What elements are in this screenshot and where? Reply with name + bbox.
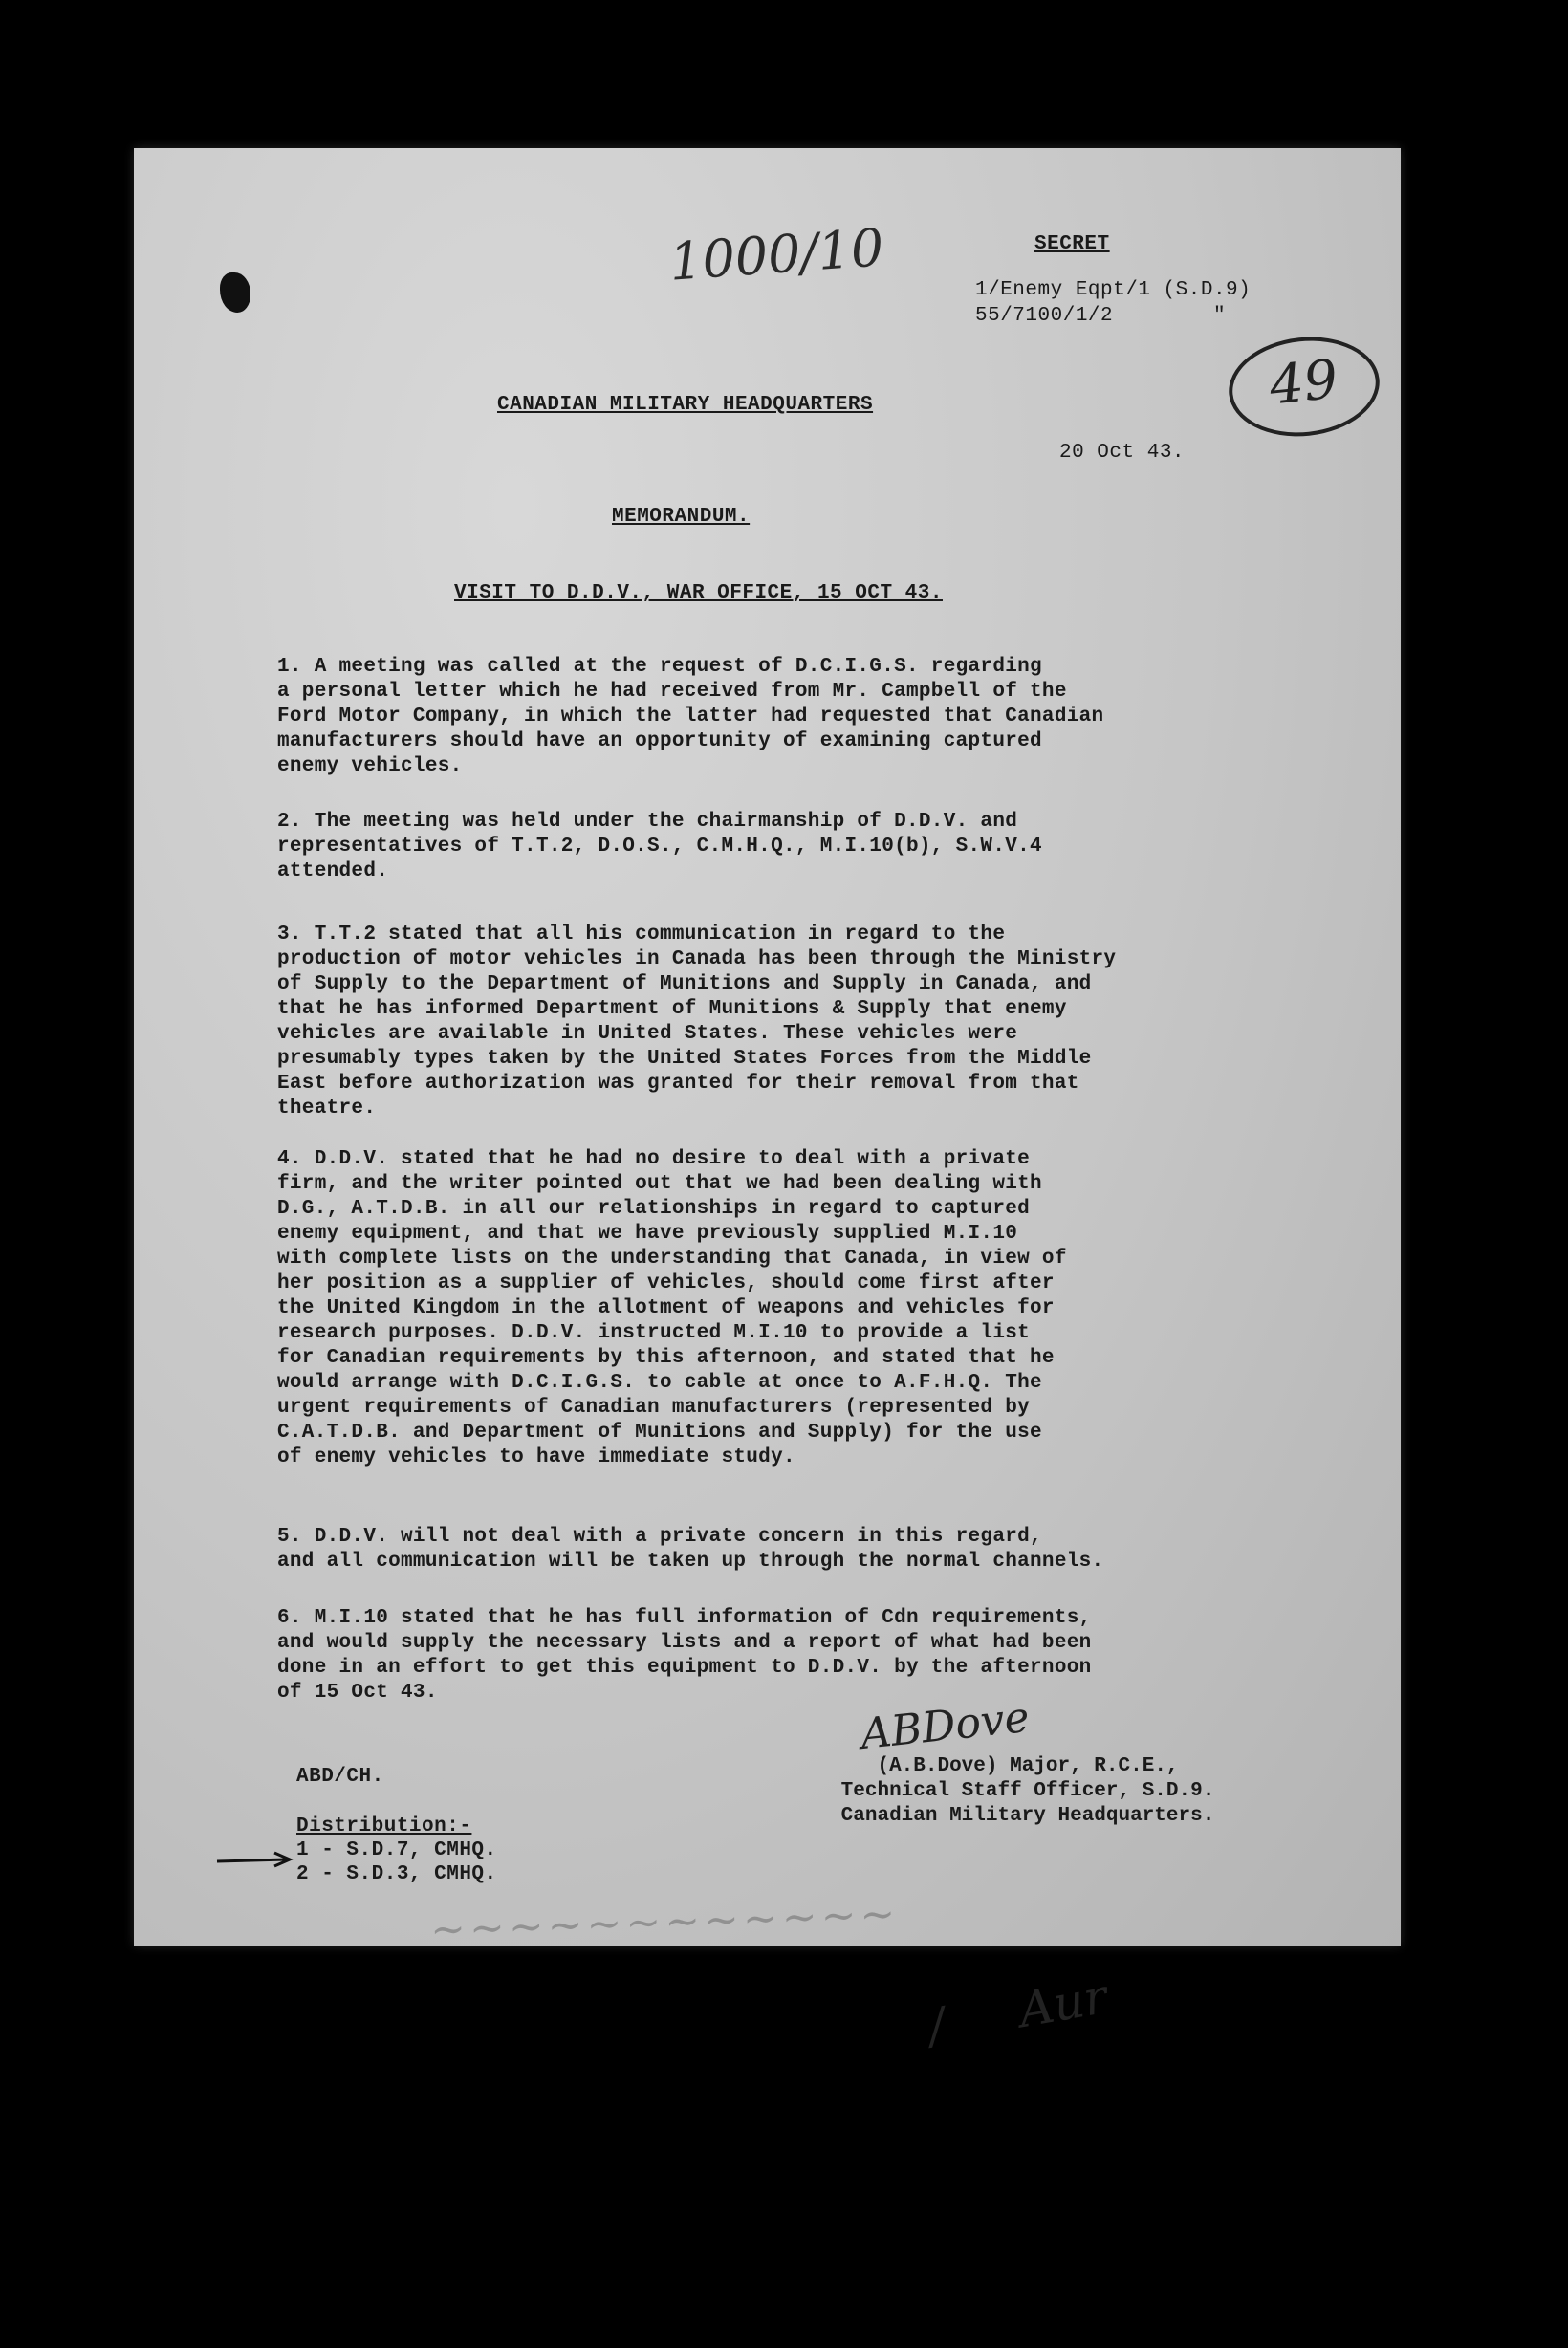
paragraph-3: 3. T.T.2 stated that all his communication in regard to the production of motor vehicles in Canada has been through the Ministry of Supply to the Department of Munitions and Supply in Canada, and that he has informed Department of Munitions & Supply that enemy vehicles are available in United States. These vehicles were presumably types taken by the United States Forces from the Middle East before authorization was granted for their removal from that theatre. [277,924,1117,1120]
ink-blot [220,272,250,313]
paragraph-4: 4. D.D.V. stated that he had no desire to deal with a private firm, and the writer pointed out that we had been dealing with D.G., A.T.D.B. in all our relationships in regard to captured enemy equipment, and that we have previously supplied M.I.10 with complete lists on the understanding that Canada, in view of her position as a supplier of vehicles, should come first after the United Kingdom in the allotment of weapons and vehicles for research purposes. D.D.V. instructed M.I.10 to provide a list for Canadian requirements by this afternoon, and stated that he would arrange with D.C.I.G.S. to cable at once to A.F.H.Q. The urgent requirements of Canadian manufacturers (represented by C.A.T.D.B. and Department of Munitions and Supply) for the use of enemy vehicles to have immediate study. [277,1148,1067,1468]
classification-marking: SECRET [1034,233,1110,255]
circled-folio-number: 49 [1224,330,1384,444]
document-type-heading: MEMORANDUM. [612,506,751,528]
reference-line-1: 1/Enemy Eqpt/1 (S.D.9) [975,279,1252,301]
handwritten-initials: / Aur [924,1968,1112,2054]
distribution-item: 2 - S.D.3, CMHQ. [296,1863,497,1885]
handwritten-file-number: 1000/10 [667,217,886,293]
paragraph-5: 5. D.D.V. will not deal with a private concern in this regard, and all communication will be taken up through the normal channels. [277,1526,1104,1573]
paragraph-2: 2. The meeting was held under the chairmanship of D.D.V. and representatives of T.T.2, D.O.S., C.M.H.Q., M.I.10(b), S.W.V.4 attended. [277,811,1042,882]
paragraph-1: 1. A meeting was called at the request of D.C.I.G.S. regarding a personal letter which he had received from Mr. Campbell of the Ford Motor Company, in which the latter had requested that Canadian manufacturers should have an opportunity of examining captured enemy vehicles. [277,656,1104,777]
distribution-item: 1 - S.D.7, CMHQ. [296,1839,497,1861]
organization-heading: CANADIAN MILITARY HEADQUARTERS [497,394,874,416]
reference-line-2: 55/7100/1/2 " [975,305,1227,327]
handwritten-arrow-icon [215,1850,296,1869]
faded-stamp: ~~~~~~~~~~~~ [429,1889,901,1955]
memo-date: 20 Oct 43. [1059,442,1186,464]
subject-line: VISIT TO D.D.V., WAR OFFICE, 15 OCT 43. [454,582,943,604]
typist-initials: ABD/CH. [296,1766,384,1788]
handwritten-signature: ABDove [858,1692,1032,1760]
paragraph-6: 6. M.I.10 stated that he has full information of Cdn requirements, and would supply the necessary lists and a report of what had been done in an effort to get this equipment to D.D.V. by the afternoon of 15 Oct 43. [277,1607,1092,1704]
memo-page [134,148,1401,2054]
distribution-heading: Distribution:- [296,1815,472,1837]
signature-block: (A.B.Dove) Major, R.C.E., Technical Staff Officer, S.D.9. Canadian Military Headquarters. [840,1755,1215,1827]
